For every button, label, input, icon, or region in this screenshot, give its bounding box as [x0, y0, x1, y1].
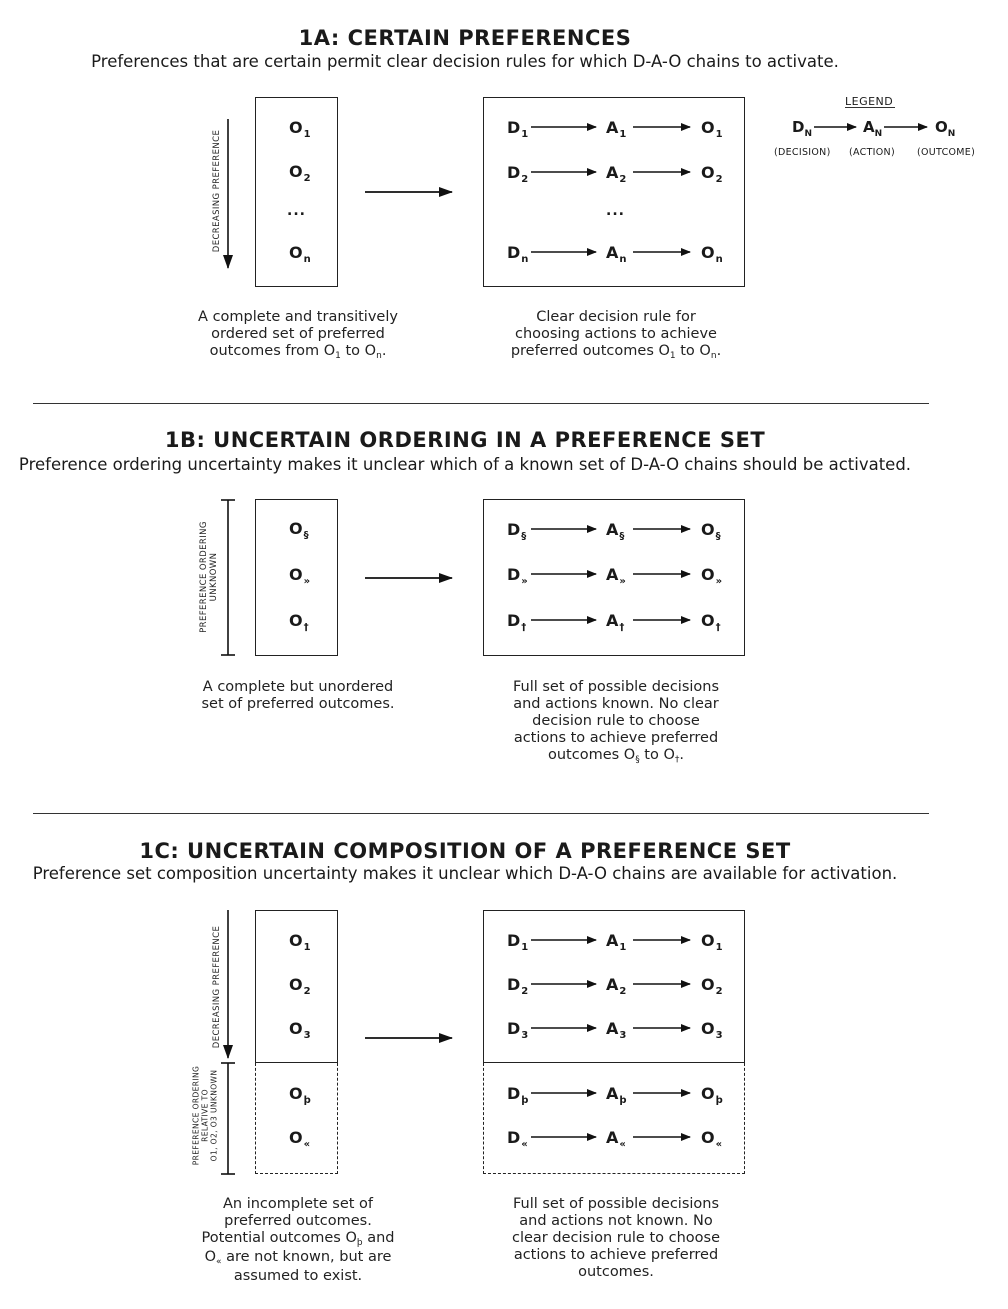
outcome-1c-3: $O_3$	[289, 1019, 311, 1041]
chain-1c-r3-a: $A_3$	[606, 1019, 627, 1041]
legend-title-underline	[845, 107, 895, 108]
caption-1c-left: An incomplete set of preferred outcomes. Potential outcomes $O_þ$ and $O_«$ are not known, but are assumed to exist.	[201, 1196, 395, 1284]
axis-1c-bottom-label: PREFERENCE ORDERING RELATIVE TO O1, O2, O3 UNKNOWN	[191, 1065, 219, 1166]
axis-1a-label: DECREASING PREFERENCE	[212, 129, 222, 253]
section-1b-title: 1B: UNCERTAIN ORDERING IN A PREFERENCE SET	[164, 428, 766, 452]
chain-1c-r3-o: $O_3$	[701, 1019, 723, 1041]
chain-1c-r2-d: $D_2$	[507, 975, 529, 997]
caption-1a-right: Clear decision rule for choosing actions to achieve preferred outcomes $O_1$ to $O_n$.	[510, 309, 722, 361]
chain-1b-r2-o: $O_»$	[701, 565, 723, 587]
chain-1a-ellipsis: ...	[606, 203, 625, 219]
legend-outcome-caption: (OUTCOME)	[917, 147, 976, 158]
chain-1a-r3-d: $D_n$	[507, 243, 529, 265]
outcome-1c-2: $O_2$	[289, 975, 311, 997]
chain-1c-r3-d: $D_3$	[507, 1019, 529, 1041]
chain-1b-r2-d: $D_»$	[507, 565, 528, 587]
chain-1b-r3-a: $A_\dagger$	[606, 611, 625, 633]
chain-1c-r1-o: $O_1$	[701, 931, 723, 953]
outcome-1b-3: $O_\dagger$	[289, 611, 309, 633]
caption-1a-left: A complete and transitively ordered set of preferred outcomes from $O_1$ to $O_n$.	[198, 309, 398, 361]
section-1c-subtitle: Preference set composition uncertainty makes it unclear which D-A-O chains are available for activation.	[32, 864, 898, 883]
caption-1c-right: Full set of possible decisions and actions not known. No clear decision rule to choose actions to achieve preferred outcomes.	[511, 1196, 720, 1280]
chain-1c-r4-d: $D_þ$	[507, 1084, 529, 1106]
axis-1b-label: PREFERENCE ORDERING UNKNOWN	[199, 521, 219, 633]
chain-1a-r3-a: $A_n$	[606, 243, 627, 265]
chain-1c-r2-o: $O_2$	[701, 975, 723, 997]
outcome-1b-2: $O_»$	[289, 565, 311, 587]
chain-1a-r3-o: $O_n$	[701, 243, 723, 265]
chain-1b-r1-o: $O_\S$	[701, 520, 721, 542]
chain-1c-r5-a: $A_«$	[606, 1128, 626, 1150]
chain-1a-r2-a: $A_2$	[606, 163, 627, 185]
divider-1	[33, 403, 929, 404]
chain-1a-r1-d: $D_1$	[507, 118, 529, 140]
chain-1b-r2-a: $A_»$	[606, 565, 626, 587]
chain-1c-r2-a: $A_2$	[606, 975, 627, 997]
outcome-box-1c-unknown	[255, 1063, 338, 1174]
axis-1c-top-label: DECREASING PREFERENCE	[212, 925, 222, 1049]
chain-1b-r1-d: $D_\S$	[507, 520, 527, 542]
chain-1c-r4-a: $A_þ$	[606, 1084, 627, 1106]
chain-1b-r3-d: $D_\dagger$	[507, 611, 527, 633]
legend-o: $O_N$	[935, 118, 956, 139]
outcome-1a-1: $O_1$	[289, 118, 311, 140]
chain-1a-r1-a: $A_1$	[606, 118, 627, 140]
chain-1c-r5-o: $O_«$	[701, 1128, 723, 1150]
caption-1b-right: Full set of possible decisions and actions known. No clear decision rule to choose actions to achieve preferred outcomes $O_\S$ to $O_\dagger$.	[512, 679, 720, 765]
chain-1b-r1-a: $A_\S$	[606, 520, 625, 542]
chain-1c-r4-o: $O_þ$	[701, 1084, 723, 1106]
outcome-1a-n: $O_n$	[289, 243, 311, 265]
legend-d: $D_N$	[792, 118, 812, 139]
chain-1b-r3-o: $O_\dagger$	[701, 611, 721, 633]
outcome-1b-1: $O_\S$	[289, 519, 309, 541]
outcome-1c-p: $O_þ$	[289, 1084, 311, 1106]
section-1a-title: 1A: CERTAIN PREFERENCES	[298, 26, 632, 50]
outcome-1c-1: $O_1$	[289, 931, 311, 953]
chain-1a-r2-o: $O_2$	[701, 163, 723, 185]
section-1b-subtitle: Preference ordering uncertainty makes it unclear which of a known set of D-A-O chains should be activated.	[18, 455, 912, 474]
chain-box-1c-unknown	[483, 1063, 745, 1174]
section-1a-subtitle: Preferences that are certain permit clear decision rules for which D-A-O chains to activate.	[91, 52, 839, 71]
chain-1c-r1-a: $A_1$	[606, 931, 627, 953]
section-1c-title: 1C: UNCERTAIN COMPOSITION OF A PREFERENCE SET	[139, 839, 791, 863]
outcome-1a-2: $O_2$	[289, 162, 311, 184]
legend-title: LEGEND	[845, 95, 894, 108]
legend-action-caption: (ACTION)	[849, 147, 895, 158]
chain-1c-r5-d: $D_«$	[507, 1128, 528, 1150]
outcome-1a-ellipsis: ...	[287, 203, 306, 219]
divider-2	[33, 813, 929, 814]
chain-1c-r1-d: $D_1$	[507, 931, 529, 953]
outcome-1c-q: $O_«$	[289, 1128, 311, 1150]
chain-1a-r2-d: $D_2$	[507, 163, 529, 185]
chain-1a-r1-o: $O_1$	[701, 118, 723, 140]
legend-decision-caption: (DECISION)	[774, 147, 831, 158]
legend-a: $A_N$	[863, 118, 883, 139]
caption-1b-left: A complete but unordered set of preferred outcomes.	[201, 679, 395, 712]
